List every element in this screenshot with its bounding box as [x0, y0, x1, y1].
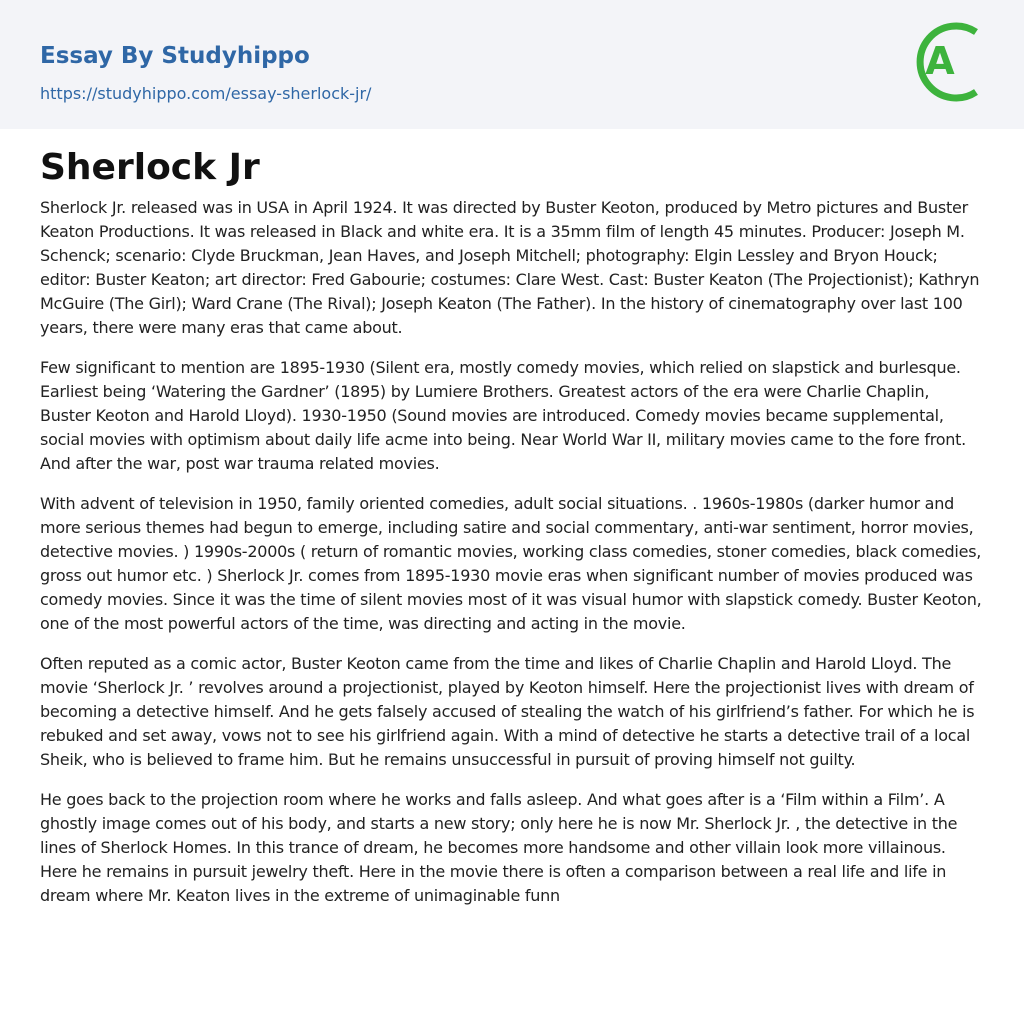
article-paragraph: Few significant to mention are 1895-1930 (Silent era, mostly comedy movies, which relied on slapstick and burlesque. Earliest being ‘Watering the Gardner’ (1895) by Lumiere Brothers. Greatest actors of the era were Charlie Chaplin, Buster Keoton and Harold Lloyd). 1930-1950 (Sound movies are introduced. Comedy movies became supplemental, social movies with optimism about daily life acme into being. Near World War II, military movies came to the fore front. And after the war, post war trauma related movies.: [40, 358, 966, 473]
site-header: [0, 0, 1024, 129]
page-title: Sherlock Jr: [40, 147, 260, 188]
source-url-link[interactable]: https://studyhippo.com/essay-sherlock-jr/: [40, 84, 372, 103]
article-paragraph: Often reputed as a comic actor, Buster Keoton came from the time and likes of Charlie Chaplin and Harold Lloyd. The movie ‘Sherlock Jr. ’ revolves around a projectionist, played by Keoton himself. Here the projectionist lives with dream of becoming a detective himself. And he gets falsely accused of stealing the watch of his girlfriend’s father. For which he is rebuked and set away, vows not to see his girlfriend again. With a mind of detective he starts a detective trail of a local Sheik, who is believed to frame him. But he remains unsuccessful in pursuit of proving himself not guilty.: [40, 654, 975, 769]
article: [40, 146, 984, 924]
logo-letter: A: [925, 39, 955, 83]
article-paragraph: He goes back to the projection room where he works and falls asleep. And what goes after is a ‘Film within a Film’. A ghostly image comes out of his body, and starts a new story; only here he is now Mr. Sherlock Jr. , the detective in the lines of Sherlock Homes. In this trance of dream, he becomes more handsome and other villain look more villainous. Here he remains in pursuit jewelry theft. Here in the movie there is often a comparison between a real life and life in dream where Mr. Keaton lives in the extreme of unimaginable funn: [40, 790, 958, 905]
article-paragraph: Sherlock Jr. released was in USA in April 1924. It was directed by Buster Keoton, produced by Metro pictures and Buster Keaton Productions. It was released in Black and white era. It is a 35mm film of length 45 minutes. Producer: Joseph M. Schenck; scenario: Clyde Bruckman, Jean Haves, and Joseph Mitchell; photography: Elgin Lessley and Bryon Houck; editor: Buster Keaton; art director: Fred Gabourie; costumes: Clare West. Cast: Buster Keaton (The Projectionist); Kathryn McGuire (The Girl); Ward Crane (The Rival); Joseph Keaton (The Father). In the history of cinematography over last 100 years, there were many eras that came about.: [40, 198, 980, 337]
brand-title[interactable]: Essay By Studyhippo: [40, 43, 310, 69]
article-paragraph: With advent of television in 1950, family oriented comedies, adult social situations. . 1960s-1980s (darker humor and more serious themes had begun to emerge, including satire and social commentary, anti-war sentiment, horror movies, detective movies. ) 1990s-2000s ( return of romantic movies, working class comedies, stoner comedies, black comedies, gross out humor etc. ) Sherlock Jr. comes from 1895-1930 movie eras when significant number of movies produced was comedy movies. Since it was the time of silent movies most of it was visual humor with slapstick comedy. Buster Keoton, one of the most powerful actors of the time, was directing and acting in the movie.: [40, 494, 982, 633]
logo-a-icon[interactable]: [912, 18, 986, 106]
